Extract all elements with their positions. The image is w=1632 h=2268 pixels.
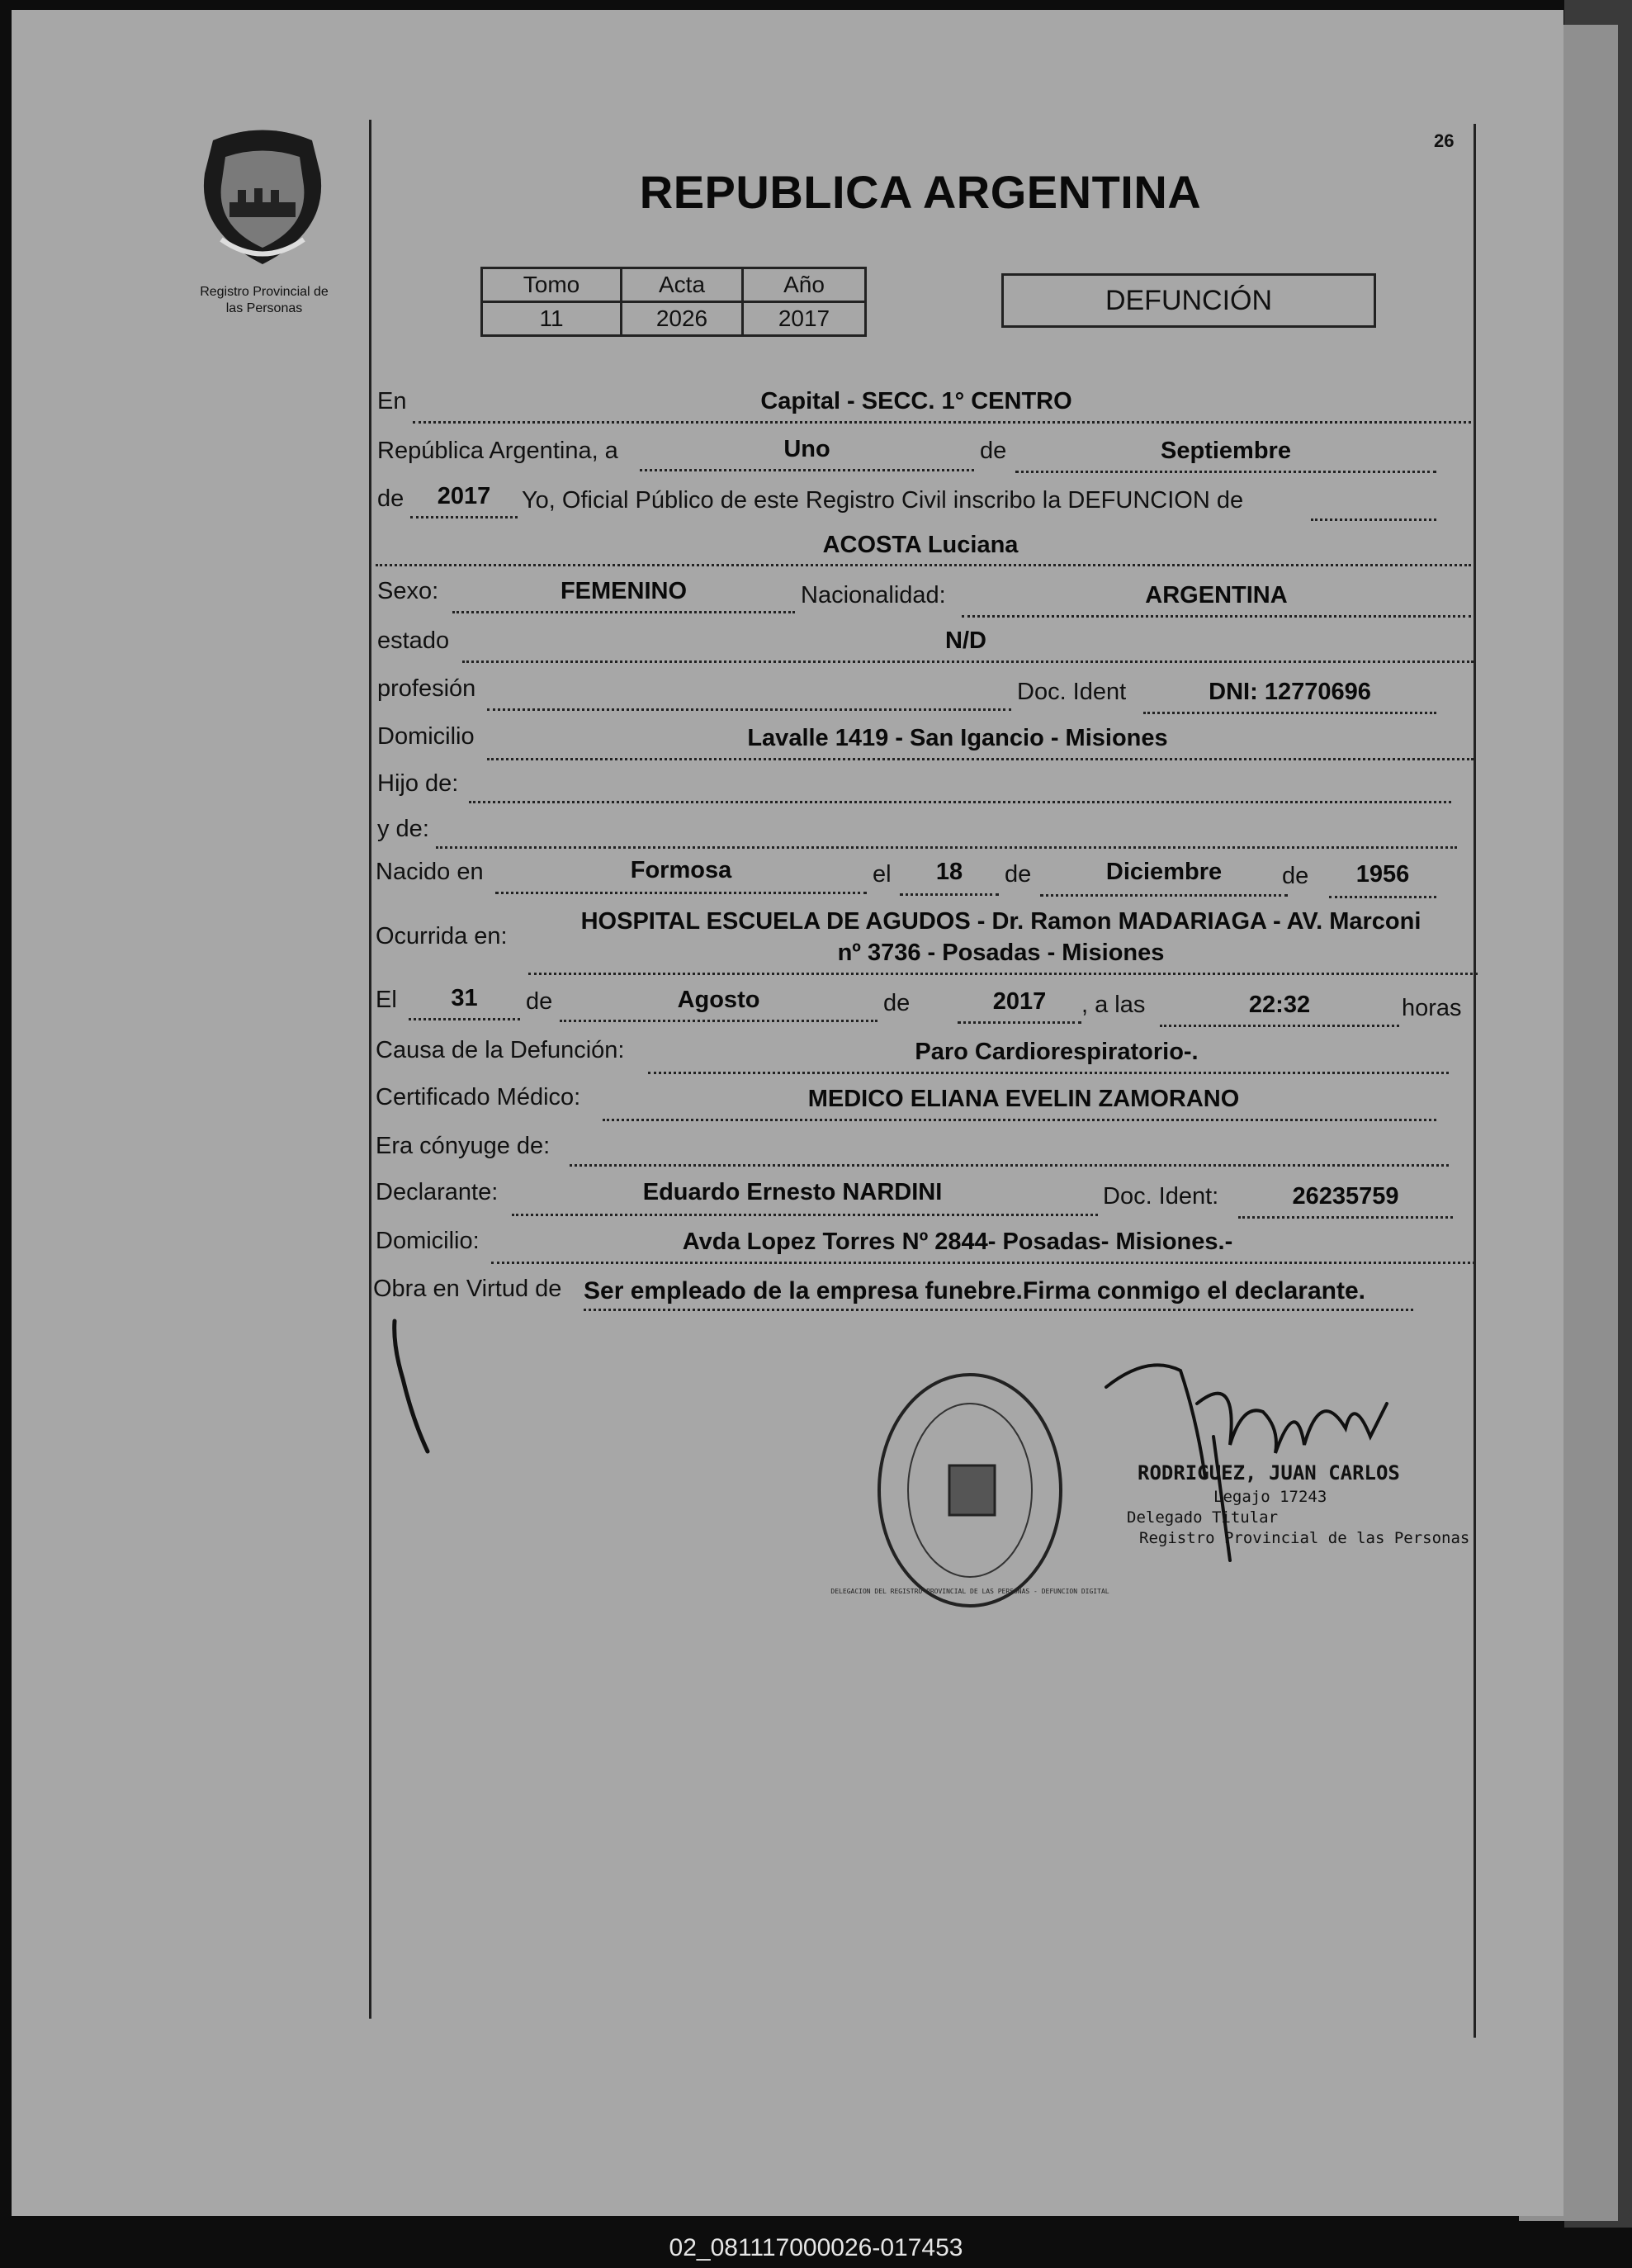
tomo-acta-ano-table — [480, 267, 867, 337]
stamp-text: DELEGACION DEL REGISTRO PROVINCIAL DE LAS PERSONAS - DEFUNCION DIGITAL — [830, 1588, 1109, 1595]
birth-month-line — [1040, 894, 1288, 897]
death-month-line — [560, 1020, 877, 1022]
nacionalidad-label: Nacionalidad: — [801, 582, 946, 608]
death-time-line — [1160, 1025, 1399, 1027]
ano-header: Año — [743, 268, 866, 302]
declarante-value: Eduardo Ernesto NARDINI — [642, 1179, 943, 1205]
document-id-footer: 02_081117000026-017453 — [0, 2228, 1632, 2268]
hijo-label: Hijo de: — [377, 770, 459, 797]
year-value: 2017 — [437, 483, 491, 509]
day-line — [640, 469, 974, 471]
month-de-label: de — [980, 438, 1007, 464]
causa-line — [648, 1072, 1449, 1074]
declarante-label: Declarante: — [376, 1179, 499, 1205]
en-label: En — [377, 388, 407, 414]
en-line — [413, 421, 1471, 424]
month-line — [1015, 471, 1436, 473]
estado-value: N/D — [945, 627, 986, 654]
a-las-label: , a las — [1081, 992, 1146, 1018]
conyuge-line — [570, 1164, 1449, 1167]
profesion-line — [487, 708, 1011, 711]
domicilio-label: Domicilio — [377, 723, 475, 750]
certificado-line — [603, 1119, 1436, 1121]
signatory-name: RODRIGUEZ, JUAN CARLOS — [1138, 1461, 1400, 1484]
declarante-doc-value: 26235759 — [1292, 1183, 1399, 1210]
acta-header: Acta — [622, 268, 743, 302]
birth-day: 18 — [935, 859, 963, 885]
ocurrida-line1: HOSPITAL ESCUELA DE AGUDOS - Dr. Ramon MADARIAGA - AV. Marconi — [580, 908, 1421, 935]
ocurrida-line2: nº 3736 - Posadas - Misiones — [837, 940, 1165, 966]
doc-ident-label: Doc. Ident — [1017, 679, 1127, 705]
left-margin-line — [369, 120, 371, 2019]
causa-value: Paro Cardiorespiratorio-. — [915, 1039, 1199, 1065]
declarante-domicilio-line — [491, 1262, 1475, 1264]
death-de2-label: de — [883, 990, 911, 1016]
deceased-name: ACOSTA Luciana — [822, 532, 1019, 558]
death-day: 31 — [451, 985, 478, 1011]
signatory-role: Delegado Titular — [1127, 1508, 1279, 1527]
day-value: Uno — [783, 436, 830, 462]
signatory-legajo: Legajo 17243 — [1213, 1488, 1327, 1506]
domicilio-value: Lavalle 1419 - San Igancio - Misiones — [747, 725, 1168, 751]
death-el-label: El — [376, 987, 397, 1013]
declarante-doc-label: Doc. Ident: — [1103, 1183, 1219, 1210]
doc-ident-line — [1143, 712, 1436, 714]
birth-de2-label: de — [1282, 863, 1309, 889]
ano-value: 2017 — [743, 302, 866, 336]
death-year: 2017 — [992, 988, 1047, 1015]
birth-el-label: el — [873, 861, 892, 888]
acta-value: 2026 — [622, 302, 743, 336]
conyuge-label: Era cónyuge de: — [376, 1133, 551, 1159]
nacionalidad-line — [962, 615, 1471, 618]
year-line — [410, 516, 518, 518]
domicilio-line — [487, 758, 1474, 760]
birth-de-label: de — [1005, 861, 1032, 888]
horas-label: horas — [1402, 995, 1462, 1021]
name-line — [376, 564, 1471, 566]
page-title: REPUBLICA ARGENTINA — [639, 166, 1202, 218]
birth-day-line — [900, 893, 999, 896]
sexo-value: FEMENINO — [560, 578, 688, 604]
declarante-domicilio-label: Domicilio: — [376, 1228, 480, 1254]
inscribo-text: Yo, Oficial Público de este Registro Civil inscribo la DEFUNCION de — [522, 487, 1244, 514]
signatory-office: Registro Provincial de las Personas — [1139, 1529, 1470, 1547]
causa-label: Causa de la Defunción: — [376, 1037, 625, 1063]
birth-month: Diciembre — [1105, 859, 1223, 885]
year-de-label: de — [377, 485, 404, 512]
certificado-value: MEDICO ELIANA EVELIN ZAMORANO — [807, 1086, 1240, 1112]
death-de-label: de — [526, 988, 553, 1015]
y-de-line — [436, 846, 1457, 849]
registry-label — [157, 284, 371, 317]
ocurrida-label: Ocurrida en: — [376, 923, 508, 949]
declarante-doc-line — [1238, 1216, 1453, 1219]
nacionalidad-value: ARGENTINA — [1145, 582, 1288, 608]
republica-label: República Argentina, a — [377, 438, 618, 464]
nacido-line — [495, 892, 867, 894]
right-margin-line — [1474, 124, 1476, 2038]
registry-label-line1: Registro Provincial de — [200, 285, 329, 299]
page-number: 26 — [1434, 130, 1455, 151]
provincial-seal-logo — [188, 124, 337, 272]
hijo-line — [469, 801, 1451, 803]
inscribo-line — [1311, 518, 1436, 521]
death-day-line — [409, 1018, 520, 1020]
certificado-label: Certificado Médico: — [376, 1084, 581, 1110]
registry-label-line2: las Personas — [225, 301, 303, 315]
tomo-value: 11 — [482, 302, 622, 336]
sexo-label: Sexo: — [377, 578, 439, 604]
estado-label: estado — [377, 627, 450, 654]
ocurrida-underline — [528, 973, 1478, 975]
doc-ident-value: DNI: 12770696 — [1209, 679, 1371, 705]
nacido-label: Nacido en — [376, 859, 484, 885]
month-value: Septiembre — [1161, 438, 1291, 464]
sexo-line — [452, 611, 795, 613]
handwritten-mark — [388, 1313, 438, 1461]
birth-year: 1956 — [1355, 861, 1410, 888]
obra-label: Obra en Virtud de — [373, 1276, 562, 1302]
nacido-value: Formosa — [630, 857, 732, 883]
declarante-line — [512, 1214, 1098, 1216]
record-type-box: DEFUNCIÓN — [1001, 273, 1376, 328]
death-time: 22:32 — [1248, 992, 1311, 1018]
declarante-domicilio-value: Avda Lopez Torres Nº 2844- Posadas- Misiones.- — [682, 1229, 1233, 1255]
estado-line — [462, 661, 1474, 663]
registry-stamp — [830, 1366, 1109, 1614]
y-de-label: y de: — [377, 816, 429, 842]
en-value: Capital - SECC. 1° CENTRO — [760, 388, 1072, 414]
death-year-line — [958, 1021, 1081, 1024]
birth-year-line — [1329, 896, 1436, 898]
obra-value: Ser empleado de la empresa funebre.Firma conmigo el declarante. — [584, 1277, 1365, 1304]
death-month: Agosto — [677, 987, 760, 1013]
tomo-header: Tomo — [482, 268, 622, 302]
profesion-label: profesión — [377, 675, 476, 702]
obra-line — [584, 1309, 1413, 1311]
document-sheet — [12, 10, 1563, 2216]
